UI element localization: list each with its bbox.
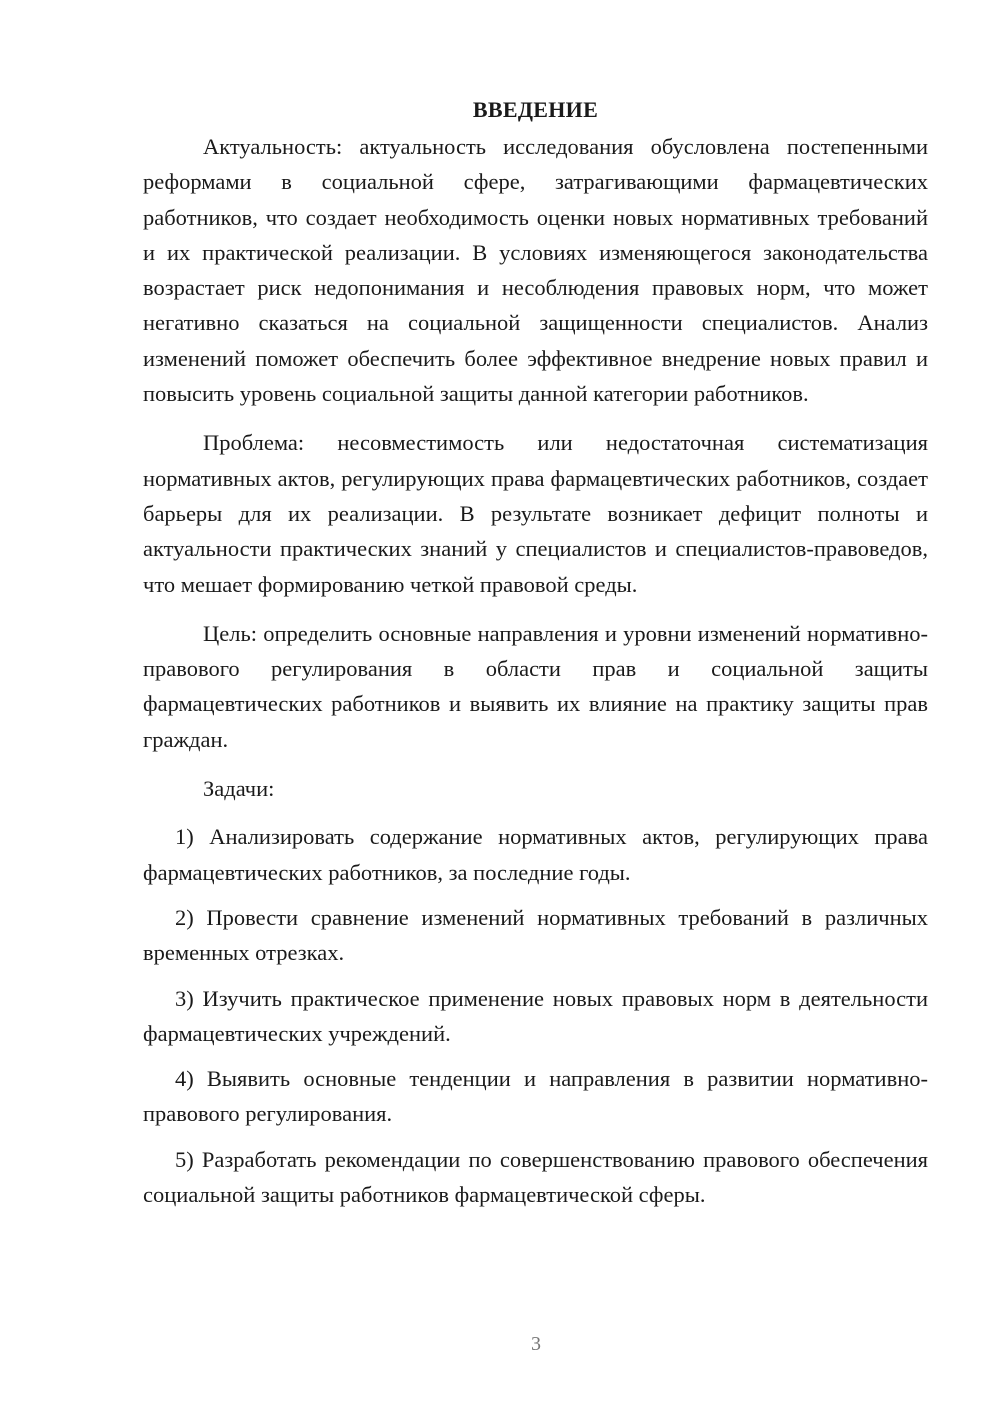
paragraph-goal: Цель: определить основные направления и уровни изменений нормативно-правового регулирования в области прав и социальной защиты фармацевтических работников и выявить их влияние на практику защиты прав граждан. [143, 620, 928, 752]
task-item: 4) Выявить основные тенденции и направления в развитии нормативно-правового регулирования. [143, 1066, 928, 1127]
page-number: 3 [531, 1333, 541, 1355]
paragraph-relevance: Актуальность: актуальность исследования обусловлена постепенными реформами в социальной сфере, затрагивающими фармацевтических работников, что создает необходимость оценки новых нормативных требований и их практической реализации. В условиях изменяющегося законодательства возрастает риск недопонимания и несоблюдения правовых норм, что может негативно сказаться на социальной защищенности специалистов. Анализ изменений поможет обеспечить более эффективное внедрение новых правил и повысить уровень социальной защиты данной категории работников. [143, 134, 928, 407]
task-item: 1) Анализировать содержание нормативных актов, регулирующих права фармацевтических работников, за последние годы. [143, 824, 928, 885]
document-page [143, 92, 928, 1222]
task-item: 3) Изучить практическое применение новых правовых норм в деятельности фармацевтических учреждений. [143, 985, 928, 1046]
tasks-heading: Задачи: [203, 776, 275, 802]
task-item: 5) Разработать рекомендации по совершенствованию правового обеспечения социальной защиты работников фармацевтической сферы. [143, 1146, 928, 1208]
section-title: ВВЕДЕНИЕ [472, 97, 599, 122]
task-item: 2) Провести сравнение изменений нормативных требований в различных временных отрезках. [143, 904, 928, 966]
paragraph-problem: Проблема: несовместимость или недостаточная систематизация нормативных актов, регулирующих права фармацевтических работников, создает барьеры для их реализации. В результате возникает дефицит полноты и актуальности практических знаний у специалистов и специалистов-правоведов, что мешает формированию четкой правовой среды. [143, 430, 928, 597]
